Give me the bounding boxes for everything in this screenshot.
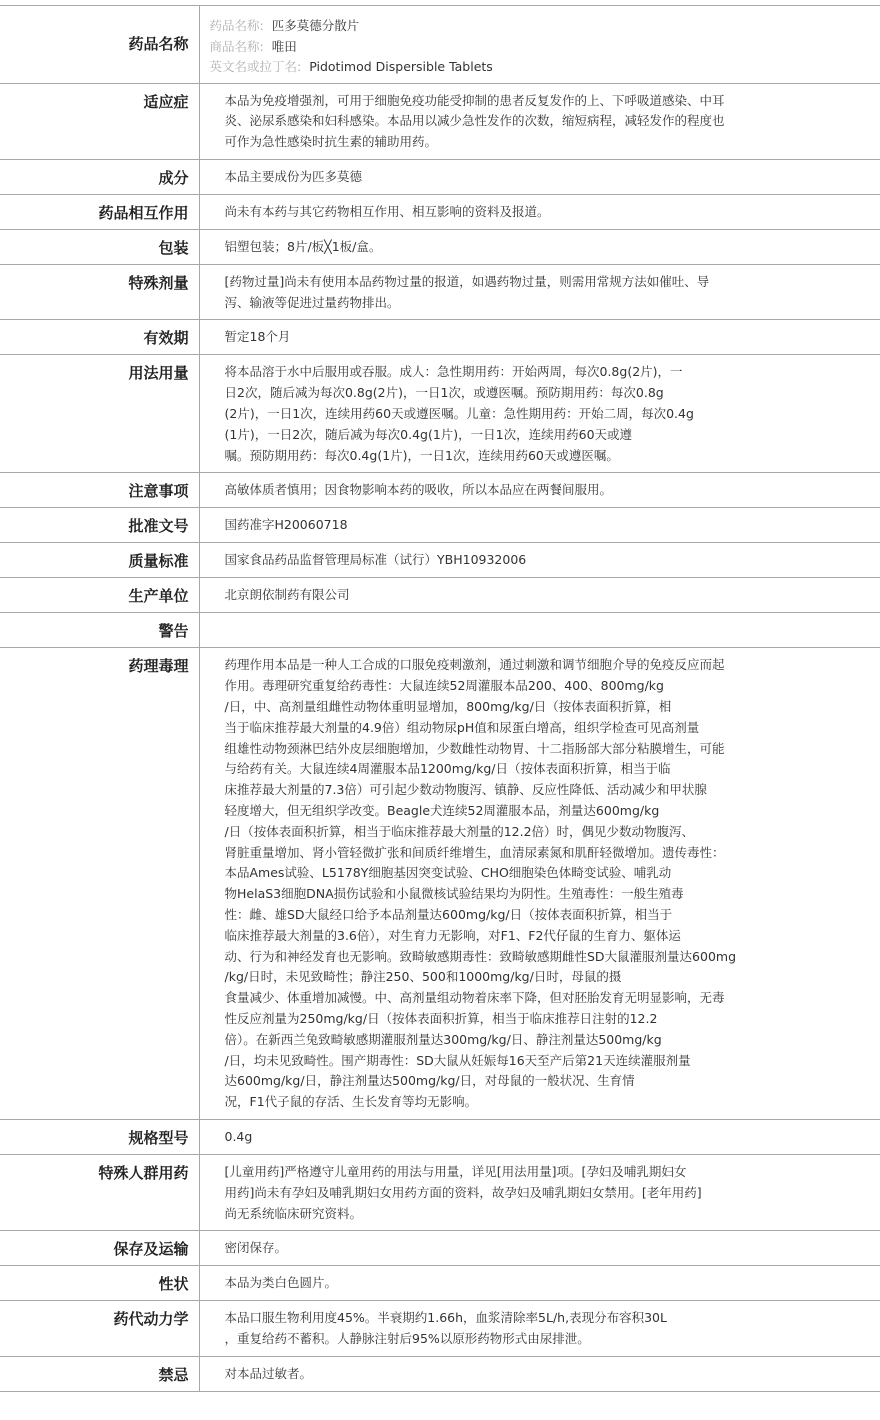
text-line: 将本品溶于水中后服用或吞服。成人：急性期用药：开始两周，每次0.8g(2片)，一 — [224, 364, 683, 380]
value-interactions — [199, 194, 880, 229]
text-line: 北京朗依制药有限公司 — [224, 587, 350, 603]
row-manufacturer — [0, 578, 880, 613]
text-line: 嘱。预防期用药：每次0.4g(1片)，一日1次，连续用药60天或遵医嘱。 — [224, 447, 619, 463]
drug-info-table — [0, 5, 880, 1392]
text-line: 日2次，随后减为每次0.8g(2片)，一日1次，或遵医嘱。预防期用药：每次0.8g — [224, 385, 664, 401]
row-approval — [0, 508, 880, 543]
label-special-groups: 特殊人群用药 — [0, 1155, 199, 1231]
value-drug-name — [199, 6, 880, 84]
text-line: 高敏体质者慎用；因食物影响本药的吸收，所以本品应在两餐间服用。 — [224, 482, 613, 498]
row-indications — [0, 83, 880, 159]
value-approval — [199, 508, 880, 543]
label-manufacturer: 生产单位 — [0, 578, 199, 613]
row-standard — [0, 543, 880, 578]
text-line: /日（按体表面积折算，相当于临床推荐最大剂量的12.2倍）时，偶见少数动物腹泻、 — [224, 823, 695, 839]
row-overdose — [0, 264, 880, 320]
text-line: /日，均未见致畸性。围产期毒性：SD大鼠从妊娠每16天至产后第21天连续灌服剂量 — [224, 1052, 691, 1068]
label-toxicology: 药理毒理 — [0, 648, 199, 1120]
text-line: 本品口服生物利用度45%。半衰期约1.66h，血浆清除率5L/h,表现分布容积30L — [224, 1310, 667, 1326]
text-line: 0.4g — [224, 1129, 253, 1144]
text-line: [药物过量]尚未有使用本品药物过量的报道，如遇药物过量，则需用常规方法如催吐、导 — [224, 273, 710, 289]
text-line: 国家食品药品监督管理局标准（试行）YBH10932006 — [224, 552, 527, 568]
value-pharmacokinetics — [199, 1301, 880, 1357]
label-contraindications: 禁忌 — [0, 1356, 199, 1391]
label-validity: 有效期 — [0, 320, 199, 355]
value-toxicology — [199, 648, 880, 1120]
english-name-key: 英文名或拉丁名: — [209, 59, 302, 74]
text-line: 本品为类白色圆片。 — [224, 1275, 338, 1291]
row-packaging — [0, 229, 880, 264]
label-packaging: 包装 — [0, 229, 199, 264]
label-standard: 质量标准 — [0, 543, 199, 578]
text-line: [儿童用药]严格遵守儿童用药的用法与用量，详见[用法用量]项。[孕妇及哺乳期妇女 — [224, 1164, 687, 1179]
text-line — [225, 620, 801, 641]
value-precautions — [199, 473, 880, 508]
value-validity — [199, 320, 880, 355]
text-line: (1片)，一日2次，随后减为每次0.4g(1片)，一日1次，连续用药60天或遵 — [224, 426, 633, 442]
text-line: 性反应剂量为250mg/kg/日（按体表面积折算，相当于临床推荐日注射的12.2 — [224, 1011, 658, 1027]
label-interactions: 药品相互作用 — [0, 194, 199, 229]
text-line: 当于临床推荐最大剂量的4.9倍）组动物尿pH值和尿蛋白增高，组织学检查可见高剂量 — [224, 719, 700, 735]
label-drug-name: 药品名称 — [0, 6, 199, 84]
value-indications — [199, 83, 880, 159]
text-line: 尚未有本药与其它药物相互作用、相互影响的资料及报道。 — [224, 203, 550, 219]
text-line: 轻度增大，但无组织学改变。Beagle犬连续52周灌服本品，剂量达600mg/kg — [224, 803, 660, 819]
text-line: (2片)，一日1次，连续用药60天或遵医嘱。儿童：急性期用药：开始二周，每次0.4g — [224, 406, 694, 422]
value-storage — [199, 1231, 880, 1266]
value-manufacturer — [199, 578, 880, 613]
row-interactions — [0, 194, 880, 229]
row-validity — [0, 320, 880, 355]
row-toxicology — [0, 648, 880, 1120]
row-pharmacokinetics — [0, 1301, 880, 1357]
label-dosage: 用法用量 — [0, 355, 199, 473]
text-line: 本品Ames试验、L5178Y细胞基因突变试验、CHO细胞染色体畸变试验、哺乳动 — [224, 865, 672, 881]
text-line: 本品为免疫增强剂，可用于细胞免疫功能受抑制的患者反复发作的上、下呼吸道感染、中耳 — [224, 92, 725, 108]
row-warning — [0, 613, 880, 648]
text-line: ，重复给药不蓄积。人静脉注射后95%以原形药物形式由尿排泄。 — [224, 1331, 590, 1347]
generic-name-value: 匹多莫德分散片 — [271, 18, 360, 33]
text-line: 暂定18个月 — [224, 329, 291, 345]
generic-name-key: 药品名称: — [209, 18, 264, 33]
label-precautions: 注意事项 — [0, 473, 199, 508]
text-line: 与给药有关。大鼠连续4周灌服本品1200mg/kg/日（按体表面积折算，相当于临 — [224, 761, 671, 777]
label-approval: 批准文号 — [0, 508, 199, 543]
label-pharmacokinetics: 药代动力学 — [0, 1301, 199, 1357]
label-ingredients: 成分 — [0, 159, 199, 194]
text-line: 性：雌、雄SD大鼠经口给予本品剂量达600mg/kg/日（按体表面积折算，相当于 — [224, 907, 673, 923]
english-name — [200, 57, 880, 78]
text-line: 本品主要成份为匹多莫德 — [224, 168, 363, 184]
text-line: 药理作用本品是一种人工合成的口服免疫刺激剂，通过刺激和调节细胞介导的免疫反应而起 — [224, 657, 725, 673]
text-line: 倍）。在新西兰兔致畸敏感期灌服剂量达300mg/kg/日、静注剂量达500mg/kg — [224, 1031, 662, 1047]
row-precautions — [0, 473, 880, 508]
text-line: 可作为急性感染时抗生素的辅助用药。 — [224, 134, 438, 150]
text-line: 国药准字H20060718 — [224, 517, 348, 533]
text-line: 密闭保存。 — [224, 1240, 288, 1256]
text-line: 达600mg/kg/日，静注剂量达500mg/kg/日，对母鼠的一般状况、生育情 — [224, 1073, 635, 1089]
text-line: 动、行为和神经发育也无影响。致畸敏感期毒性：致畸敏感期雌性SD大鼠灌服剂量达600mg — [224, 948, 737, 964]
label-indications: 适应症 — [0, 83, 199, 159]
english-name-value: Pidotimod Dispersible Tablets — [309, 59, 493, 74]
text-line: 况，F1代子鼠的存活、生长发育等均无影响。 — [224, 1094, 478, 1110]
value-appearance — [199, 1266, 880, 1301]
label-overdose: 特殊剂量 — [0, 264, 199, 320]
text-line: 对本品过敏者。 — [224, 1365, 313, 1381]
info-rows — [0, 83, 880, 1391]
value-dosage — [199, 355, 880, 473]
text-line: 泻、输液等促进过量药物排出。 — [224, 294, 400, 310]
value-packaging — [199, 229, 880, 264]
value-spec — [199, 1120, 880, 1155]
text-line: 组雄性动物颈淋巴结外皮层细胞增加，少数雌性动物胃、十二指肠部大部分粘膜增生，可能 — [224, 740, 725, 756]
row-storage — [0, 1231, 880, 1266]
row-spec — [0, 1120, 880, 1155]
trade-name-value: 唯田 — [271, 38, 297, 54]
value-contraindications — [199, 1356, 880, 1391]
row-special-groups — [0, 1155, 880, 1231]
text-line: 床推荐最大剂量的7.3倍）可引起少数动物腹泻、镇静、反应性降低、活动减少和甲状腺 — [224, 782, 707, 798]
value-standard — [199, 543, 880, 578]
text-line: 铝塑包装；8片/板╳1板/盒。 — [224, 238, 382, 254]
label-spec: 规格型号 — [0, 1120, 199, 1155]
trade-name — [200, 37, 880, 58]
label-storage: 保存及运输 — [0, 1231, 199, 1266]
label-appearance: 性状 — [0, 1266, 199, 1301]
value-warning — [199, 613, 880, 648]
row-ingredients — [0, 159, 880, 194]
row-drug-name — [0, 6, 880, 84]
text-line: /日，中、高剂量组雌性动物体重明显增加，800mg/kg/日（按体表面积折算，相 — [224, 699, 672, 715]
trade-name-key: 商品名称: — [209, 38, 264, 54]
text-line: 用药]尚未有孕妇及哺乳期妇女用药方面的资料，故孕妇及哺乳期妇女禁用。[老年用药] — [224, 1184, 702, 1200]
value-special-groups — [199, 1155, 880, 1231]
text-line: 肾脏重量增加、肾小管轻微扩张和间质纤维增生，血清尿素氮和肌酐轻微增加。遗传毒性： — [224, 844, 725, 860]
row-contraindications — [0, 1356, 880, 1391]
text-line: 炎、泌尿系感染和妇科感染。本品用以减少急性发作的次数，缩短病程，减轻发作的程度也 — [224, 113, 725, 129]
value-overdose — [199, 264, 880, 320]
value-ingredients — [199, 159, 880, 194]
text-line: 尚无系统临床研究资料。 — [224, 1205, 363, 1221]
text-line: /kg/日时，未见致畸性；静注250、500和1000mg/kg/日时，母鼠的摄 — [224, 969, 622, 985]
row-dosage — [0, 355, 880, 473]
text-line: 食量减少、体重增加减慢。中、高剂量组动物着床率下降，但对胚胎发育无明显影响，无毒 — [224, 990, 725, 1006]
label-warning: 警告 — [0, 613, 199, 648]
text-line: 作用。毒理研究重复给药毒性：大鼠连续52周灌服本品200、400、800mg/kg — [224, 678, 664, 694]
row-appearance — [0, 1266, 880, 1301]
generic-name — [200, 16, 880, 37]
text-line: 临床推荐最大剂量的3.6倍），对生育力无影响，对F1、F2代仔鼠的生育力、躯体运 — [224, 927, 681, 943]
text-line: 物HelaS3细胞DNA损伤试验和小鼠微核试验结果均为阴性。生殖毒性：一般生殖毒 — [224, 886, 684, 902]
